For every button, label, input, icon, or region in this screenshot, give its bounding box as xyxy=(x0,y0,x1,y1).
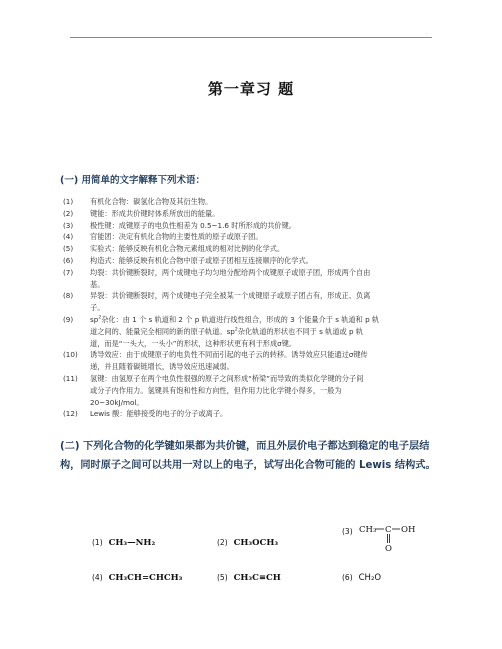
list-item xyxy=(63,373,441,408)
item-text: Lewis 酸：能够接受的电子的分子或离子。 xyxy=(90,409,228,419)
formula-label: (3) xyxy=(342,527,353,536)
formula-label: (6) xyxy=(342,573,353,582)
superscript: 2 xyxy=(98,315,102,321)
superscript: 2 xyxy=(234,327,238,333)
item-text: 构造式：能够反映有机化合物中原子或原子团相互连接顺序的化学式。 xyxy=(90,255,313,265)
list-item xyxy=(63,196,441,208)
terms-list xyxy=(63,196,441,420)
sp2-text: 杂化：由 1 个 s 轨道和 2 个 p 轨道进行线性组合，形成的 3 个能量介于 s 轨道和 p 轨 道之间的、能量完全相同的新的原子轨道。sp xyxy=(90,314,380,336)
item-number: (6) xyxy=(63,255,74,265)
item-number: (9) xyxy=(63,314,74,324)
formula-item xyxy=(92,573,182,583)
item-number: (1) xyxy=(63,197,74,206)
formula-item xyxy=(342,573,381,583)
structure-ch3: CH₃ xyxy=(359,525,377,535)
page-title: 第一章习 题 xyxy=(207,80,295,98)
list-item xyxy=(63,220,441,232)
item-number: (4) xyxy=(63,232,74,242)
list-item xyxy=(63,314,441,349)
item-text: 氢键：由氢原子在两个电负性很强的原子之间形成“桥梁”而导致的类似化学键的分子间 或分子内作用力。氢键具有饱和性和方向性，但作用力比化学键小得多，一般为 20~30kJ/mol。 xyxy=(90,373,364,407)
item-text: 官能团：决定有机化合物的主要性质的原子或原子团。 xyxy=(90,232,263,242)
item-number: (10) xyxy=(63,350,78,360)
item-number: (11) xyxy=(63,373,78,383)
formula-text: CH₃OCH₃ xyxy=(233,538,279,548)
item-text: 有机化合物：碳氢化合物及其衍生物。 xyxy=(90,197,213,206)
item-text: 均裂：共价键断裂时，两个成键电子均匀地分配给两个成键原子或原子团，形成两个自由 基。 xyxy=(90,267,371,289)
formula-item xyxy=(217,538,278,548)
formula-text: CH₃CH=CHCH₃ xyxy=(108,573,183,583)
item-text: 实验式：能够反映有机化合物元素组成的相对比例的化学式。 xyxy=(90,244,285,254)
item-text: 诱导效应：由于成键原子的电负性不同而引起的电子云的转移。诱导效应只能通过σ键传 递，并且随着碳链增长，诱导效应迅速减弱。 xyxy=(90,350,368,372)
acetic-acid-structure xyxy=(359,520,419,560)
item-number: (3) xyxy=(63,220,74,230)
item-number: (2) xyxy=(63,208,74,218)
sp2-prefix: sp xyxy=(90,314,99,324)
header-mark: . xyxy=(426,30,428,36)
formula-item xyxy=(342,527,359,536)
list-item xyxy=(63,208,441,220)
list-item xyxy=(63,243,441,255)
item-number: (12) xyxy=(63,409,78,419)
formula-label: (2) xyxy=(217,538,228,547)
header-rule xyxy=(70,37,432,38)
sp2-text-end: 杂化轨道的形状也不同于 s 轨道或 p 轨 道，而是“一头大，一头小”的形状，这种形状更有利于形成σ键。 xyxy=(90,326,364,348)
item-number: (8) xyxy=(63,291,74,301)
list-item xyxy=(63,290,441,314)
formula-label: (5) xyxy=(217,573,228,582)
list-item xyxy=(63,231,441,243)
list-item xyxy=(63,255,441,267)
list-item xyxy=(63,408,441,420)
formula-text: CH₂O xyxy=(358,573,382,583)
item-text: 键能：形成共价键时体系所放出的能量。 xyxy=(90,208,220,218)
structure-oh: OH xyxy=(401,525,416,535)
item-text: 异裂：共价键断裂时，两个成键电子完全被某一个成键原子或原子团占有，形成正、负离 子。 xyxy=(90,291,371,313)
structure-c: C xyxy=(385,525,392,535)
list-item xyxy=(63,267,441,291)
item-text: 极性键：成键原子的电负性相差为 0.5~1.6 时所形成的共价键。 xyxy=(90,220,296,230)
item-number: (5) xyxy=(63,244,74,254)
formula-item xyxy=(92,538,155,548)
formula-text: CH₃C≡CH xyxy=(233,573,281,583)
formula-text: CH₃—NH₂ xyxy=(108,538,156,548)
list-item xyxy=(63,349,441,373)
formula-label: (4) xyxy=(92,573,103,582)
section-heading-lewis: (二) 下列化合物的化学键如果都为共价键，而且外层价电子都达到稳定的电子层结构，同时原子之间可以共用一对以上的电子，试写出化合物可能的 Lewis 结构式。 xyxy=(60,441,436,471)
formula-item xyxy=(217,573,281,583)
structure-o: O xyxy=(385,544,392,554)
section-heading-terms: (一) 用简单的文字解释下列术语： xyxy=(60,175,205,186)
item-text xyxy=(90,314,441,349)
item-number: (7) xyxy=(63,267,74,277)
formula-label: (1) xyxy=(92,538,103,547)
formula-grid xyxy=(92,520,422,590)
